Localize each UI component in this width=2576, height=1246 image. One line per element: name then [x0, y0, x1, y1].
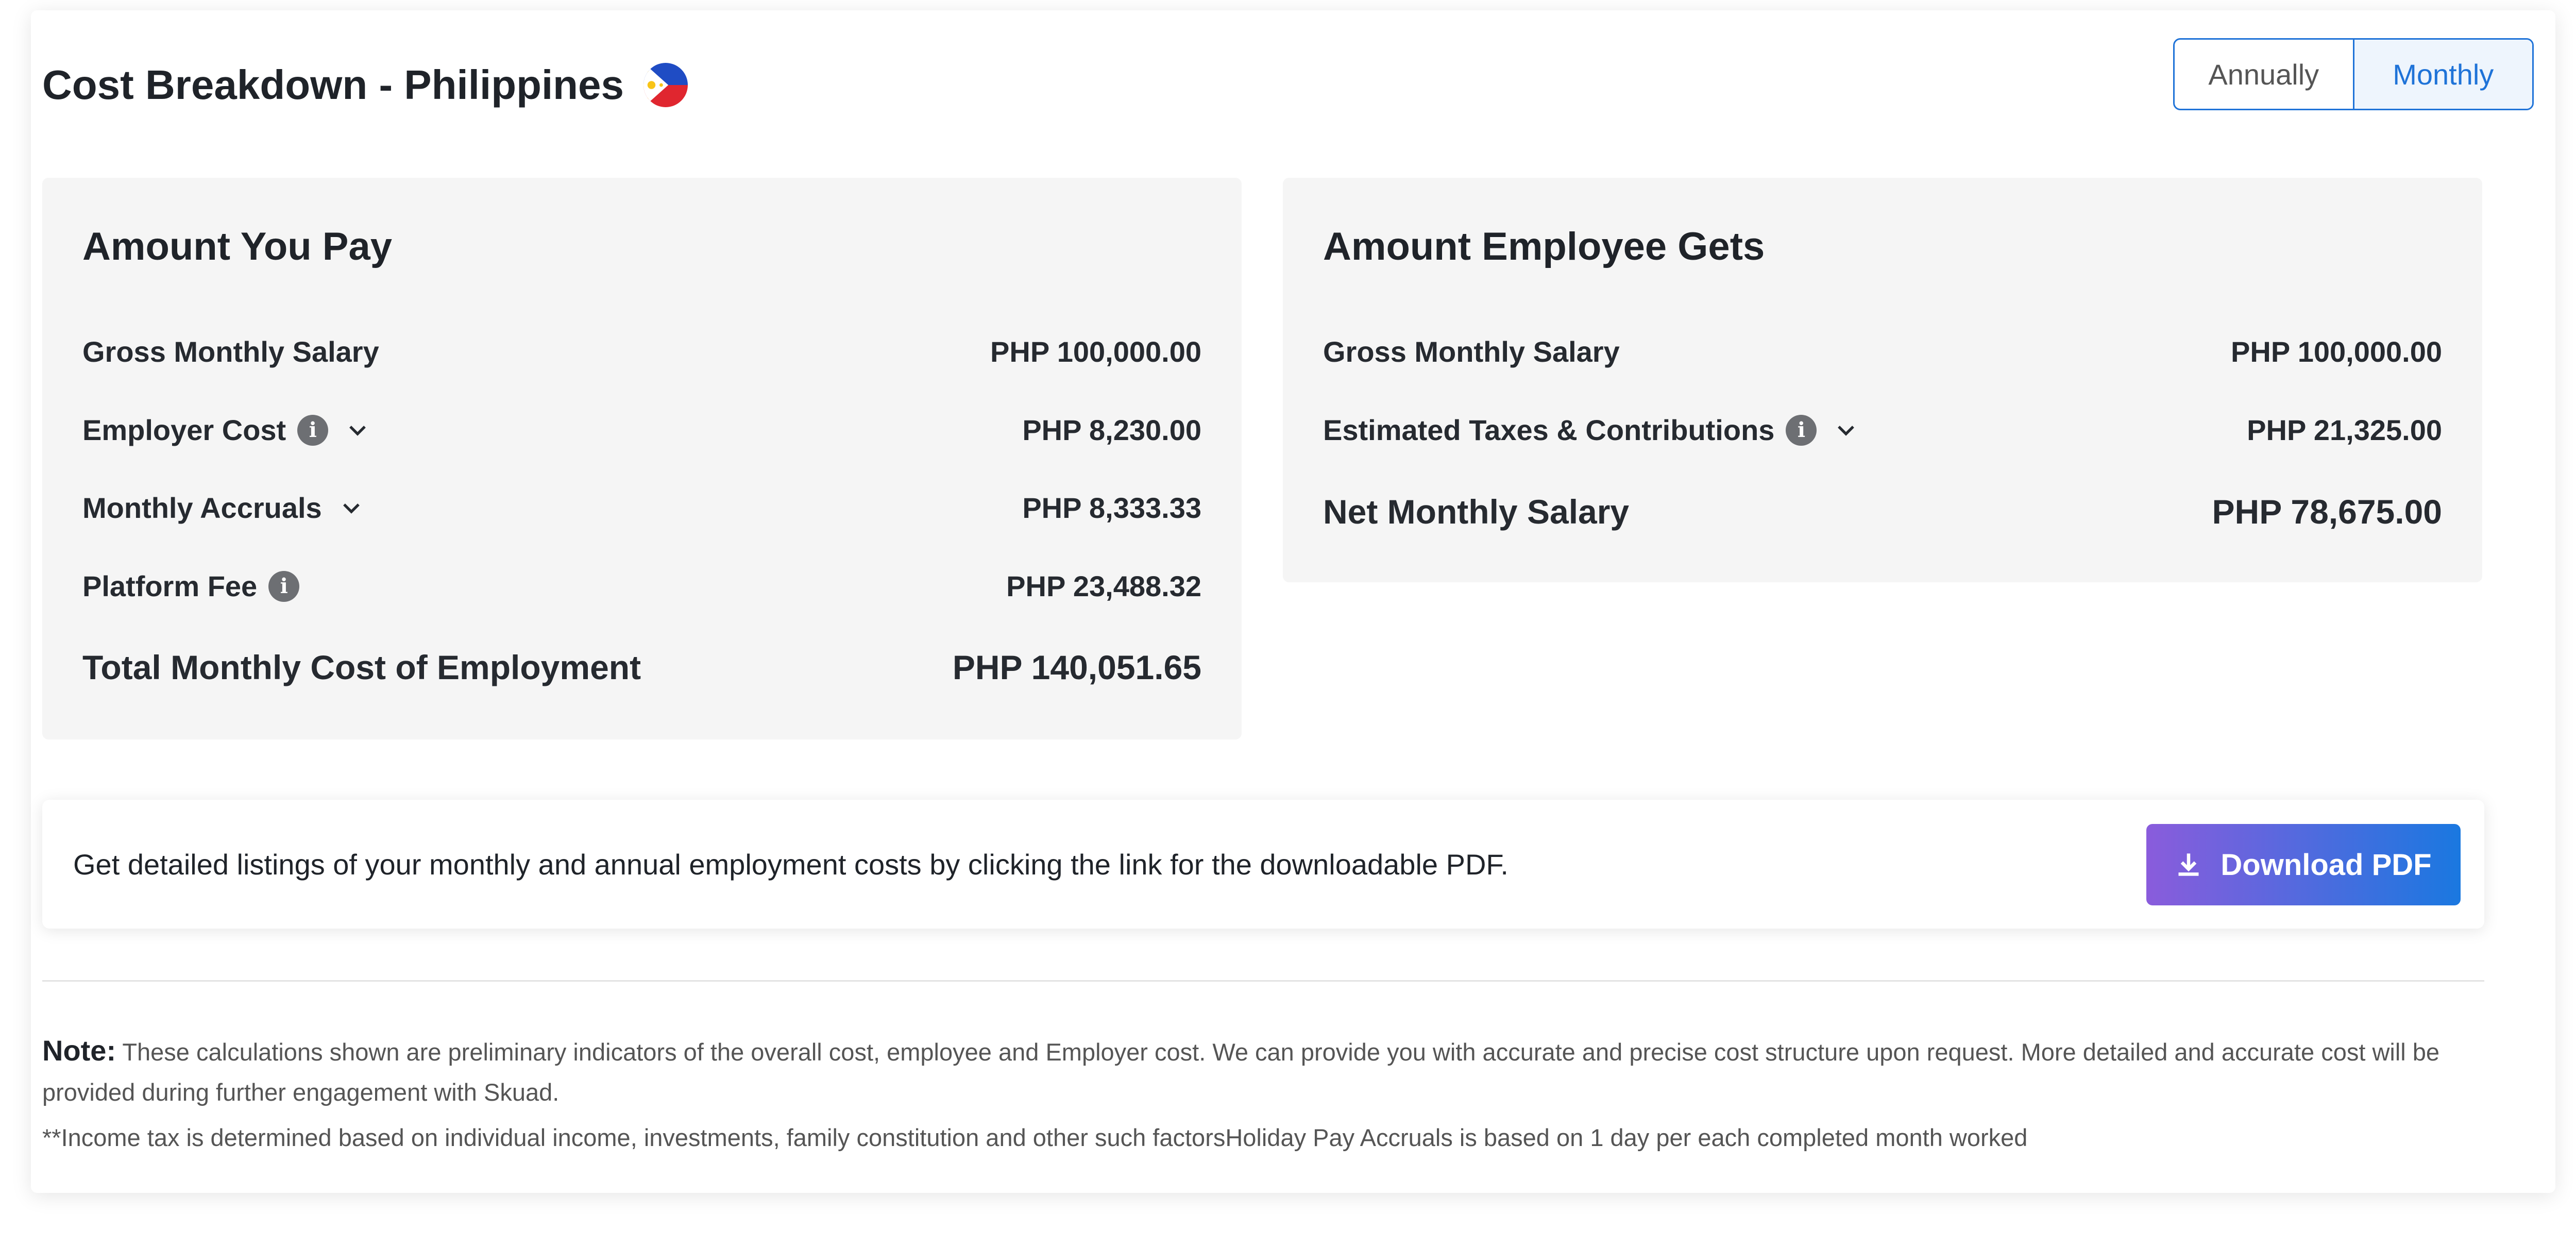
philippines-flag-icon: [643, 63, 688, 107]
download-icon: [2175, 851, 2202, 878]
amount-you-pay-panel: [42, 178, 1242, 739]
panel-title: Amount Employee Gets: [1323, 225, 1765, 268]
download-button-label: Download PDF: [2221, 848, 2432, 882]
note-text: These calculations shown are preliminary indicators of the overall cost, employee and Employer cost. We can provide you with accurate and precise cost structure upon request. More detailed and accurate cost will be provided during further engagement with Skuad.: [42, 1038, 2440, 1106]
total-label: Net Monthly Salary: [1323, 493, 1630, 531]
total-value: PHP 140,051.65: [952, 648, 1201, 686]
toggle-monthly-button[interactable]: Monthly: [2353, 40, 2533, 109]
row-label: Employer Cost: [82, 414, 286, 446]
row-employer-cost: [82, 413, 1201, 447]
disclaimer-note: [42, 1031, 2484, 1113]
chevron-down-icon[interactable]: [347, 419, 368, 441]
page-title: Cost Breakdown - Philippines: [42, 62, 624, 108]
total-value: PHP 78,675.00: [2212, 493, 2442, 531]
row-value: PHP 21,325.00: [2247, 414, 2442, 446]
period-toggle: [2173, 38, 2534, 110]
row-monthly-accruals: [82, 491, 1201, 525]
row-value: PHP 8,333.33: [1022, 492, 1201, 524]
row-label: Platform Fee: [82, 570, 258, 602]
row-label: Estimated Taxes & Contributions: [1323, 414, 1775, 446]
info-icon[interactable]: i: [268, 571, 299, 602]
row-value: PHP 8,230.00: [1022, 414, 1201, 446]
info-icon[interactable]: i: [297, 415, 328, 446]
chevron-down-icon[interactable]: [341, 497, 362, 519]
row-value: PHP 100,000.00: [990, 335, 1201, 368]
row-label: Gross Monthly Salary: [82, 335, 379, 368]
row-net-salary: [1323, 492, 2442, 531]
divider: [42, 980, 2484, 982]
toggle-annually-button[interactable]: Annually: [2208, 58, 2319, 91]
amount-employee-gets-panel: [1283, 178, 2482, 582]
total-label: Total Monthly Cost of Employment: [82, 648, 641, 686]
info-icon[interactable]: i: [1786, 415, 1817, 446]
row-total-cost: [82, 648, 1201, 687]
download-pdf-button[interactable]: [2146, 824, 2461, 905]
row-gross-salary: [1323, 335, 2442, 368]
row-estimated-taxes: [1323, 413, 2442, 447]
note-prefix: Note:: [42, 1034, 116, 1067]
row-gross-salary: [82, 335, 1201, 368]
panel-title: Amount You Pay: [82, 225, 393, 268]
row-value: PHP 23,488.32: [1006, 570, 1201, 602]
row-label: Gross Monthly Salary: [1323, 335, 1620, 368]
chevron-down-icon[interactable]: [1835, 419, 1857, 441]
download-description: Get detailed listings of your monthly and annual employment costs by clicking the link for the downloadable PDF.: [73, 848, 1509, 881]
download-box: [42, 800, 2484, 929]
row-platform-fee: [82, 569, 1201, 603]
header: [42, 52, 688, 119]
row-value: PHP 100,000.00: [2231, 335, 2442, 368]
row-label: Monthly Accruals: [82, 492, 322, 524]
footnote: **Income tax is determined based on individual income, investments, family constitution and other such factorsHoliday Pay Accruals is based on 1 day per each completed month worked: [42, 1124, 2028, 1151]
